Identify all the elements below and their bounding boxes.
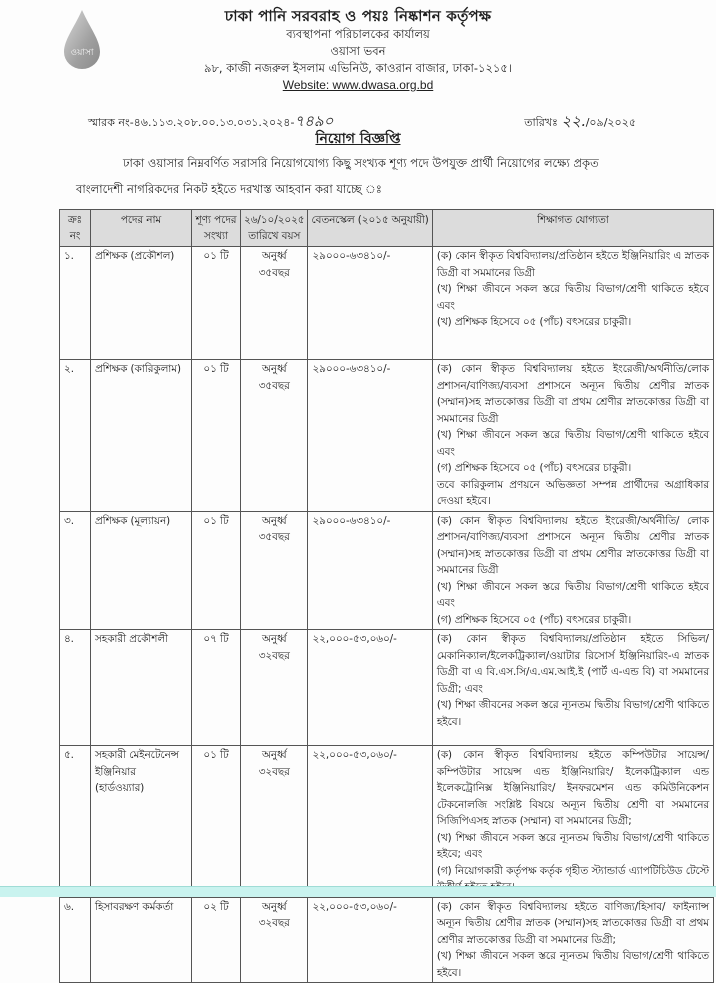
notice-title	[0, 127, 716, 151]
notice-title-text: নিয়োগ বিজ্ঞপ্তি	[315, 131, 401, 147]
website-link[interactable]: Website: www.dwasa.org.bd	[282, 78, 434, 92]
vacancy-table	[59, 209, 714, 983]
qualification-item: (ক) কোন স্বীকৃত বিশ্ববিদ্যালয় হইতে ইংরেজী/অর্থনীতি/লোক প্রশাসন/বাণিজ্য/ব্যবসা প্রশাসনে অন্যূন দ্বিতীয় শ্রেণীর স্নাতক (সম্মান)সহ স্নাতকোত্তর ডিগ্রী বা প্রথম শ্রেণীর স্নাতকোত্তর ডিগ্রী বা সমমানের ডিগ্রী	[436, 363, 709, 425]
intro-line-1: ঢাকা ওয়াসার নিম্নবর্ণিত সরাসরি নিয়োগযোগ্য কিছু সংখ্যক শূণ্য পদে উপযুক্ত প্রার্থী নিয়োগের লক্ষ্যে প্রকৃত	[123, 156, 599, 170]
header-post-name: পদের নাম	[91, 210, 192, 247]
cell-vacancy: ০১ টি	[192, 746, 241, 898]
reference-row	[88, 108, 636, 128]
qualification-item: তবে কারিকুলাম প্রণয়নে অভিজ্ঞতা সম্পন্ন প্রার্থীদের অগ্রাধিকার দেওয়া হইবে।	[436, 478, 709, 507]
header-pay-scale: বেতনস্কেল (২০১৫ অনুযায়ী)	[308, 210, 432, 247]
cell-pay-scale: ২২,০০০-৫৩,০৬০/-	[308, 630, 432, 746]
cell-age: অনুর্ধ্ব ৩২বছর	[241, 630, 308, 746]
cell-pay-scale: ২২,০০০-৫৩,০৬০/-	[308, 897, 432, 983]
cell-qualification	[432, 897, 713, 983]
qualification-item: (গ) প্রশিক্ষক হিসেবে ০৫ (পাঁচ) বৎসরের চাকুরী।	[436, 613, 632, 626]
cell-pay-scale: ২৯০০০-৬৩৪১০/-	[308, 360, 432, 512]
cell-qualification	[432, 630, 713, 746]
cell-age: অনুর্ধ্ব ৩৫বছর	[241, 511, 308, 630]
footer-band	[0, 886, 716, 897]
qualification-item: (খ) শিক্ষা জীবনে সকল স্তরে ন্যূনতম দ্বিতীয় বিভাগ/শ্রেণী থাকিতে হইবে।	[436, 950, 709, 979]
table-row	[60, 247, 714, 360]
cell-qualification	[432, 360, 713, 512]
header-serial: ক্রঃ নং	[60, 210, 91, 247]
table-row	[60, 746, 714, 898]
cell-age: অনুর্ধ্ব ৩৫বছর	[241, 247, 308, 360]
cell-qualification	[432, 247, 713, 360]
cell-serial: ৬.	[60, 897, 91, 983]
qualification-item: (গ) নিয়োগকারী কর্তৃপক্ষ কর্তৃক গৃহীত স্ট্যান্ডার্ড এ্যাপটিচিউড টেস্টে	[436, 864, 709, 877]
qualification-item: (খ) শিক্ষা জীবনে সকল স্তরে দ্বিতীয় বিভাগ/শ্রেণী থাকিতে হইবে এবং	[436, 283, 709, 312]
cell-post-name: হিসাবরক্ষণ কর্মকর্তা	[91, 897, 192, 983]
building-name: ওয়াসা ভবন	[330, 44, 386, 58]
cell-serial: ৪.	[60, 630, 91, 746]
header-qualification: শিক্ষাগত যোগ্যতা	[432, 210, 713, 247]
memo-label: স্মারক নং-৪৬.১১৩.২০৮.০০.১৩.০৩১.২০২৪-	[88, 116, 295, 129]
cell-vacancy: ০২ টি	[192, 897, 241, 983]
table-header-row	[60, 210, 714, 247]
cell-age: অনুর্ধ্ব ৩২বছর	[241, 897, 308, 983]
cell-qualification	[432, 746, 713, 898]
cell-pay-scale: ২৯০০০-৬৩৪১০/-	[308, 247, 432, 360]
header-vacancy: শূণ্য পদের সংখ্যা	[192, 210, 241, 247]
cell-vacancy: ০১ টি	[192, 247, 241, 360]
cell-serial: ১.	[60, 247, 91, 360]
qualification-item: (ক) কোন স্বীকৃত বিশ্ববিদ্যালয় হইতে বাণিজ্য/হিসাব/ ফাইন্যান্স অন্যূন দ্বিতীয় শ্রেণীর স্নাতক (সম্মান)সহ স্নাতকোত্তর ডিগ্রী বা প্রথম শ্রেণীর স্নাতকোত্তর ডিগ্রী বা সমমানের ডিগ্রী;	[436, 900, 709, 946]
cell-vacancy: ০৭ টি	[192, 630, 241, 746]
qualification-item: (খ) শিক্ষা জীবনে সকল স্তরে দ্বিতীয় বিভাগ/শ্রেণী থাকিতে হইবে এবং	[436, 429, 709, 458]
qualification-item: (ক) কোন স্বীকৃত বিশ্ববিদ্যালয়/প্রতিষ্ঠান হইতে ইঞ্জিনিয়ারিং এ স্নাতক ডিগ্রী বা সমমানের ডিগ্রী	[436, 250, 709, 279]
qualification-item: (ক) কোন স্বীকৃত বিশ্ববিদ্যালয় হইতে কম্পিউটার সায়েন্স/ কম্পিউটার সায়েন্স এন্ড ইঞ্জিনিয়ারিং/ ইলেকট্রিক্যাল এন্ড ইলেকট্রোনিক্স ইঞ্জিনিয়ারিং/ ইনফরমেশন এন্ড কমিউনিকেশন টেকনোলজি সংশ্লিষ্ট বিষয়ে অন্যূন দ্বিতীয় শ্রেণী বা সমমানের সিজিপিএসহ স্নাতক (সম্মান) বা সমমানের ডিগ্রী;	[436, 749, 709, 827]
office-name: ব্যবস্থাপনা পরিচালকের কার্যালয়	[286, 27, 430, 41]
cell-age: অনুর্ধ্ব ৩২বছর	[241, 746, 308, 898]
cell-vacancy: ০১ টি	[192, 360, 241, 512]
cell-age: অনুর্ধ্ব ৩৫বছর	[241, 360, 308, 512]
cell-post-name: সহকারী প্রকৌশলী	[91, 630, 192, 746]
address: ৯৮, কাজী নজরুল ইসলাম এভিনিউ, কাওরান বাজার, ঢাকা-১২১৫।	[204, 61, 512, 75]
intro-line-2: বাংলাদেশী নাগরিকদের নিকট হইতে দরখাস্ত আহবান করা যাচ্ছে ঃ	[76, 182, 382, 196]
cell-post-name: প্রশিক্ষক (প্রকৌশল)	[91, 247, 192, 360]
date-rest: /০৯/২০২৫	[585, 116, 636, 129]
cell-post-name: সহকারী মেইনটেনেন্স ইঞ্জিনিয়ার (হার্ডওয়্যার)	[91, 746, 192, 898]
organization-name: ঢাকা পানি সরবরাহ ও পয়ঃ নিষ্কাশন কর্তৃপক্ষ	[224, 7, 492, 25]
cell-serial: ৩.	[60, 511, 91, 630]
qualification-item: (খ) শিক্ষা জীবনের সকল স্তরে ন্যূনতম দ্বিতীয় বিভাগ/শ্রেণী থাকিতে হইবে।	[436, 699, 709, 728]
table-row	[60, 511, 714, 630]
cell-post-name: প্রশিক্ষক (কারিকুলাম)	[91, 360, 192, 512]
cell-pay-scale: ২২,০০০-৫৩,০৬০/-	[308, 746, 432, 898]
qualification-item: (ক) কোন স্বীকৃত বিশ্ববিদ্যালয় হইতে ইংরেজী/অর্থনীতি/ লোক প্রশাসন/বাণিজ্য/ব্যবসা প্রশাসনে অন্যূন দ্বিতীয় শ্রেণীর স্নাতক (সম্মান)সহ স্নাতকোত্তর ডিগ্রী বা প্রথম শ্রেণীর স্নাতকোত্তর ডিগ্রী বা সমমানের ডিগ্রী	[436, 514, 709, 576]
date-handwritten: ২২.	[561, 112, 586, 130]
cell-qualification	[432, 511, 713, 630]
memo-handwritten: ৭৪৯০	[294, 112, 334, 130]
qualification-item: (ক) কোন স্বীকৃত বিশ্ববিদ্যালয়/প্রতিষ্ঠান হইতে সিভিল/ মেকানিক্যাল/ইলেকট্রিক্যাল/ওয়াটার রিসোর্স ইঞ্জিনিয়ারিং-এ স্নাতক ডিগ্রী বা এ বি.এস.সি/এ.এম.আই.ই (পার্ট এ-এন্ড বি) বা সমমানের ডিগ্রী; এবং	[436, 633, 709, 695]
logo-text: ওয়াসা	[70, 48, 94, 58]
date-label: তারিখঃ	[524, 116, 562, 129]
cell-serial: ৫.	[60, 746, 91, 898]
notice-intro	[76, 150, 640, 202]
letterhead	[0, 6, 716, 94]
cell-serial: ২.	[60, 360, 91, 512]
table-row	[60, 630, 714, 746]
table-row	[60, 897, 714, 983]
qualification-item: (খ) প্রশিক্ষক হিসেবে ০৫ (পাঁচ) বৎসরের চাকুরী।	[436, 316, 632, 328]
header-age: ২৬/১০/২০২৫ তারিখে বয়স	[241, 210, 308, 247]
table-row	[60, 360, 714, 512]
cell-vacancy: ০১ টি	[192, 511, 241, 630]
qualification-item: (খ) শিক্ষা জীবনে সকল স্তরে দ্বিতীয় বিভাগ/শ্রেণী থাকিতে হইবে এবং	[436, 580, 709, 609]
cell-pay-scale: ২৯০০০-৬৩৪১০/-	[308, 511, 432, 630]
cell-post-name: প্রশিক্ষক (মূল্যায়ন)	[91, 511, 192, 630]
qualification-item: (গ) প্রশিক্ষক হিসেবে ০৫ (পাঁচ) বৎসরের চাকুরী।	[436, 462, 632, 474]
qualification-item: (খ) শিক্ষা জীবনে সকল স্তরে ন্যূনতম দ্বিতীয় বিভাগ/শ্রেণী থাকিতে হইবে; এবং	[436, 831, 709, 860]
